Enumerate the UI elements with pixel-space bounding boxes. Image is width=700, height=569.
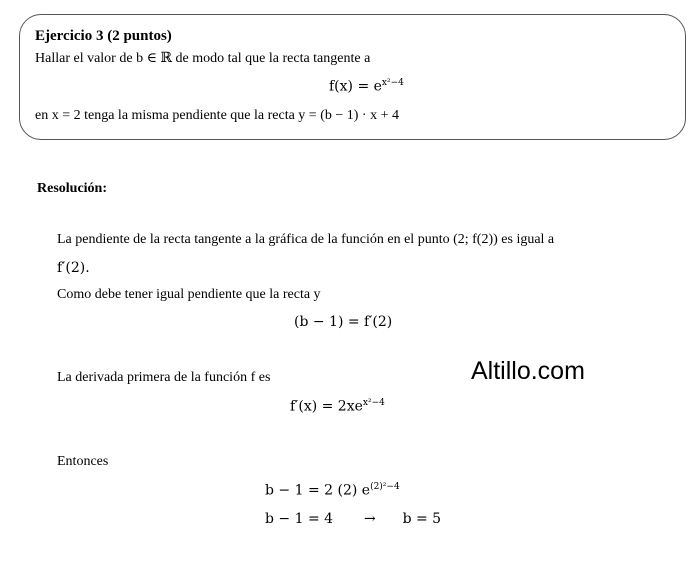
function-base: f(x) = e	[329, 78, 382, 95]
equation-1: (b − 1) = f′(2)	[294, 314, 393, 330]
equation-2	[290, 398, 385, 415]
arrow-icon: →	[363, 511, 376, 527]
resolution-paragraph-3: La derivada primera de la función f es	[57, 370, 271, 385]
equation-4	[265, 511, 441, 527]
exercise-statement-line3: en x = 2 tenga la misma pendiente que la recta y = (b − 1) · x + 4	[35, 108, 399, 123]
equation-2-exponent: x²−4	[362, 398, 385, 408]
equation-3	[265, 482, 400, 499]
resolution-paragraph-1: La pendiente de la recta tangente a la gráfica de la función en el punto (2; f(2)) es igual a	[57, 232, 555, 247]
equation-3-exponent: (2)²−4	[370, 482, 400, 492]
equation-4-left: b − 1 = 4	[265, 511, 334, 527]
exercise-statement-line1: Hallar el valor de b ∈ ℝ de modo tal que la recta tangente a	[35, 51, 371, 66]
resolution-paragraph-1-end: f′(2).	[57, 260, 90, 276]
resolution-heading: Resolución:	[37, 181, 107, 196]
equation-2-base: f′(x) = 2xe	[290, 398, 363, 415]
exercise-title: Ejercicio 3 (2 puntos)	[35, 28, 172, 44]
equation-4-right: b = 5	[402, 511, 442, 527]
exercise-function	[329, 78, 404, 95]
function-exponent: x²−4	[381, 78, 404, 88]
watermark-logo: Altillo.com	[471, 357, 585, 385]
resolution-paragraph-4: Entonces	[57, 454, 109, 469]
equation-3-base: b − 1 = 2 (2) e	[265, 482, 371, 499]
resolution-paragraph-2: Como debe tener igual pendiente que la recta y	[57, 287, 321, 302]
